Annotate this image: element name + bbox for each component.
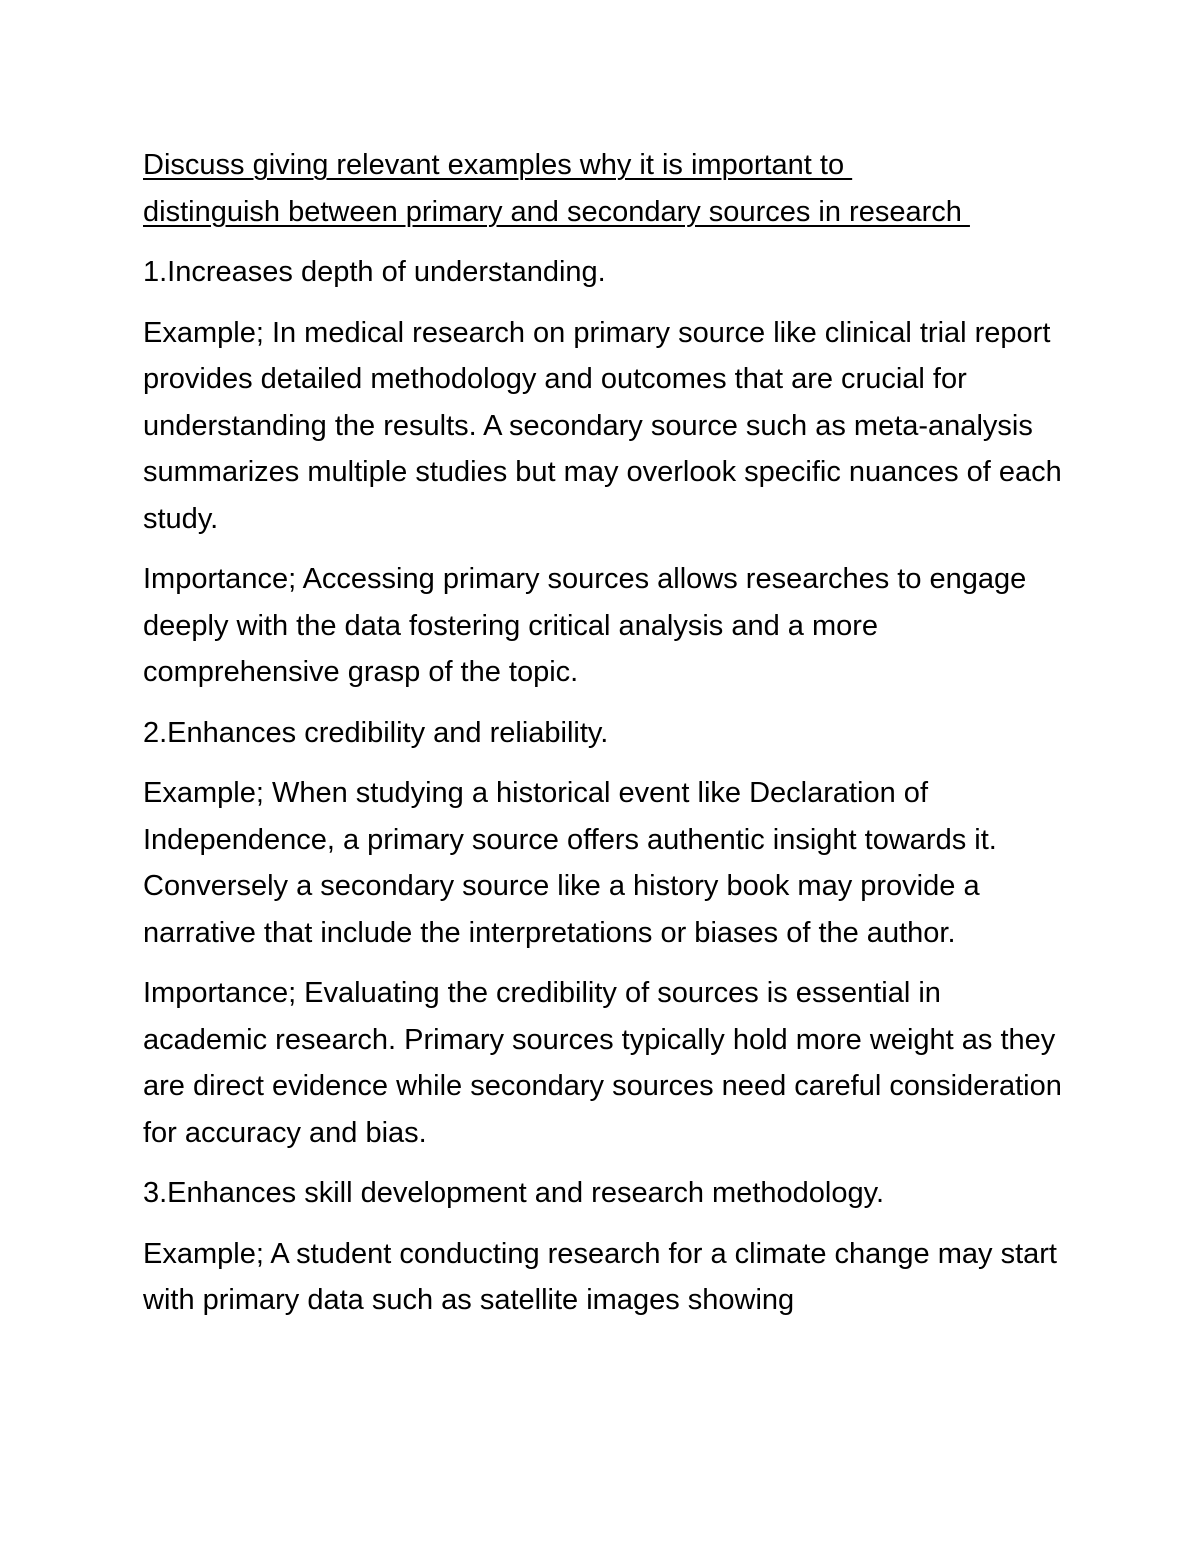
title-line-1: Discuss giving relevant examples why it is important to [143,149,853,181]
document-body [143,142,1068,1338]
title-line-2: distinguish between primary and secondary sources in research [143,195,970,228]
point-2-heading: 2.Enhances credibility and reliability. [143,716,609,749]
point-3-heading: 3.Enhances skill development and research methodology. [143,1177,885,1209]
point-1-example: Example; In medical research on primary source like clinical trial report provides detailed methodology and outcomes that are crucial for understanding the results. A secondary source such as meta-analysis summarizes multiple studies but may overlook specific nuances of each study. [143,316,1062,535]
point-2-importance: Importance; Evaluating the credibility of sources is essential in academic research. Primary sources typically hold more weight as they are direct evidence while secondary sources need careful consideration for accuracy and bias. [143,977,1062,1149]
point-1-importance: Importance; Accessing primary sources allows researches to engage deeply with the data fostering critical analysis and a more comprehensive grasp of the topic. [143,563,1027,688]
point-1-heading: 1.Increases depth of understanding. [143,256,606,288]
point-3-example: Example; A student conducting research for a climate change may start with primary data such as satellite images showing [143,1237,1057,1316]
document-title [143,142,1068,235]
point-2-example: Example; When studying a historical event like Declaration of Independence, a primary source offers authentic insight towards it. Conversely a secondary source like a history book may provide a narrative that include the interpretations or biases of the author. [143,777,997,949]
